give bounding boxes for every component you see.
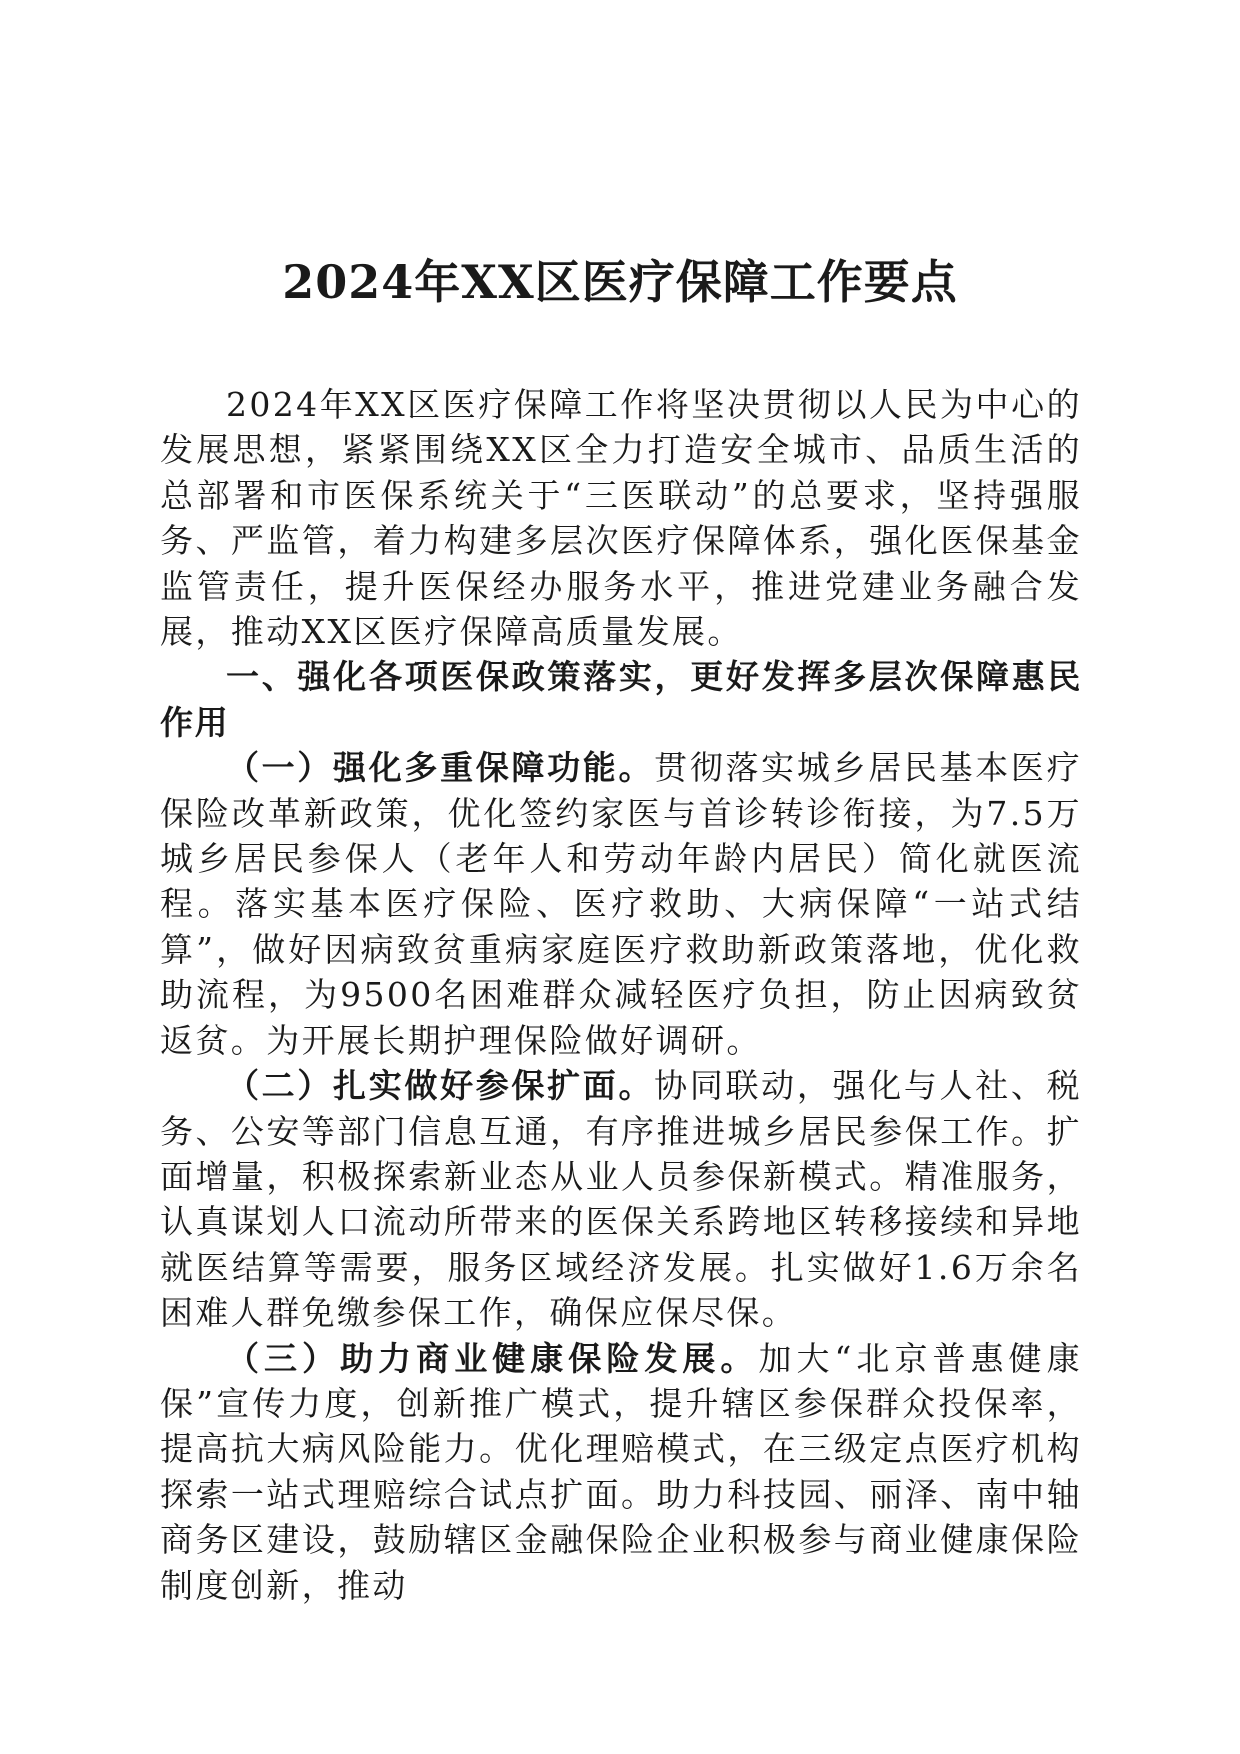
item-paragraph (160, 1336, 1082, 1608)
item-paragraph (160, 1063, 1082, 1335)
item-text: 贯彻落实城乡居民基本医疗保险改革新政策，优化签约家医与首诊转诊衔接，为7.5万城乡居民参保人（老年人和劳动年龄内居民）简化就医流程。落实基本医疗保险、医疗救助、大病保障“一站式结算”，做好因病致贫重病家庭医疗救助新政策落地，优化救助流程，为9500名困难群众减轻医疗负担，防止因病致贫返贫。为开展长期护理保险做好调研。 (160, 748, 1082, 1060)
item-text: 加大“北京普惠健康保”宣传力度，创新推广模式，提升辖区参保群众投保率，提高抗大病风险能力。优化理赔模式，在三级定点医疗机构探索一站式理赔综合试点扩面。助力科技园、丽泽、南中轴商务区建设，鼓励辖区金融保险企业积极参与商业健康保险制度创新，推动 (160, 1338, 1082, 1605)
document-title: 2024年XX区医疗保障工作要点 (282, 255, 958, 309)
document-body (160, 382, 1082, 1608)
section-heading: 一、强化各项医保政策落实，更好发挥多层次保障惠民作用 (160, 657, 1082, 742)
item-lead: （一）强化多重保障功能。 (226, 748, 655, 788)
item-lead: （三）助力商业健康保险发展。 (226, 1338, 759, 1378)
item-paragraph (160, 745, 1082, 1063)
intro-paragraph: 2024年XX区医疗保障工作将坚决贯彻以人民为中心的发展思想，紧紧围绕XX区全力打造安全城市、品质生活的总部署和市医保系统关于“三医联动”的总要求，坚持强服务、严监管，着力构建多层次医疗保障体系，强化医保基金监管责任，提升医保经办服务水平，推进党建业务融合发展，推动XX区医疗保障高质量发展。 (160, 385, 1082, 652)
item-text: 协同联动，强化与人社、税务、公安等部门信息互通，有序推进城乡居民参保工作。扩面增量，积极探索新业态从业人员参保新模式。精准服务，认真谋划人口流动所带来的医保关系跨地区转移接续和异地就医结算等需要，服务区域经济发展。扎实做好1.6万余名困难人群免缴参保工作，确保应保尽保。 (160, 1066, 1082, 1333)
item-lead: （二）扎实做好参保扩面。 (226, 1066, 655, 1106)
